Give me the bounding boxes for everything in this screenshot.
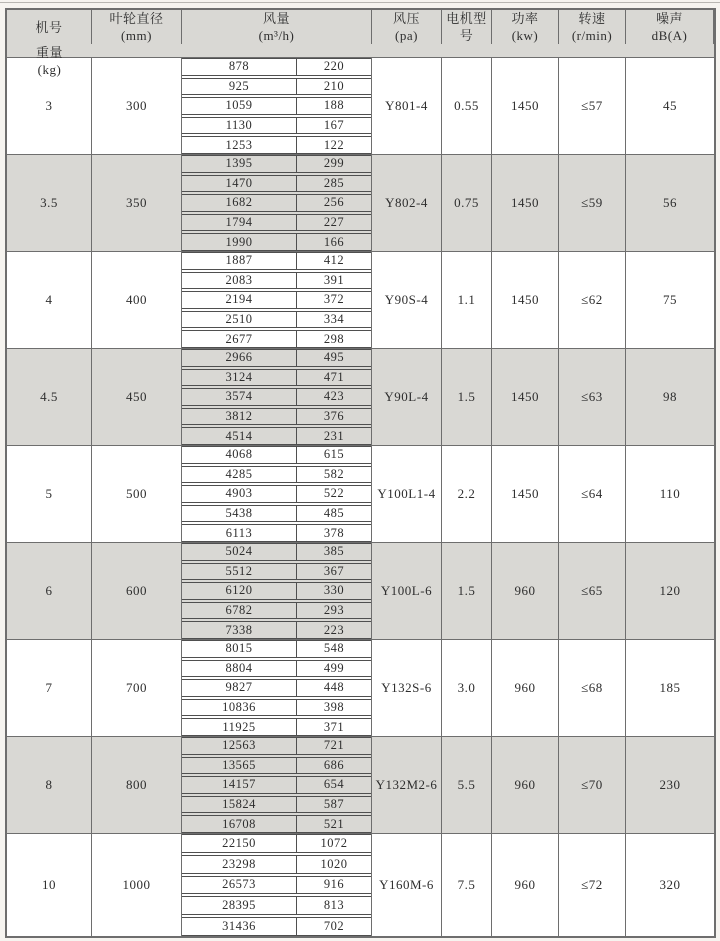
speed-cell: 960 — [492, 640, 559, 736]
airflow-pressure-area — [182, 834, 372, 936]
spec-group-row — [7, 58, 714, 155]
spec-group-row — [7, 155, 714, 252]
airflow-cell: 3124 — [182, 370, 297, 386]
pressure-cell: 654 — [323, 777, 345, 792]
airflow-pressure-row — [182, 776, 371, 794]
motor-model-cell: Y801-4 — [372, 58, 442, 154]
airflow-cell: 6113 — [182, 525, 297, 541]
pressure-cell: 495 — [323, 350, 345, 365]
pressure-cell: 330 — [323, 583, 345, 598]
column-header-label: 电机型号 — [446, 11, 487, 43]
pressure-cell: 231 — [323, 428, 345, 443]
airflow-cell: 2677 — [182, 331, 297, 347]
pressure-cell: 334 — [323, 312, 345, 327]
noise-cell: ≤57 — [559, 58, 626, 154]
pressure-cell: 412 — [323, 253, 345, 268]
column-header-power — [492, 10, 559, 44]
fan-no-cell: 4.5 — [7, 349, 92, 445]
fan-no-cell: 5 — [7, 446, 92, 542]
airflow-pressure-row — [182, 408, 371, 426]
airflow-pressure-row — [182, 194, 371, 212]
column-header-noise — [626, 10, 714, 44]
airflow-cell: 1059 — [182, 98, 297, 114]
airflow-pressure-row — [182, 917, 371, 936]
fan-no-cell: 3.5 — [7, 155, 92, 251]
pressure-cell: 423 — [323, 389, 345, 404]
pressure-cell: 582 — [323, 466, 345, 481]
airflow-cell: 22150 — [182, 835, 297, 852]
diameter-cell: 450 — [92, 349, 182, 445]
airflow-pressure-row — [182, 834, 371, 853]
airflow-pressure-row — [182, 543, 371, 561]
pressure-cell: 398 — [323, 700, 345, 715]
motor-model-cell: Y90L-4 — [372, 349, 442, 445]
motor-model-cell: Y802-4 — [372, 155, 442, 251]
airflow-pressure-row — [182, 97, 371, 115]
airflow-pressure-row — [182, 136, 371, 154]
pressure-cell: 256 — [323, 195, 345, 210]
airflow-cell: 1470 — [182, 176, 297, 192]
column-header-diameter — [92, 10, 182, 44]
airflow-pressure-row — [182, 446, 371, 464]
pressure-cell: 385 — [323, 544, 345, 559]
pressure-cell: 548 — [323, 641, 345, 656]
diameter-cell: 700 — [92, 640, 182, 736]
top-rule — [0, 2, 720, 3]
fan-no-cell: 4 — [7, 252, 92, 348]
column-header-label: 重量 — [35, 45, 63, 60]
fan-no-cell: 10 — [7, 834, 92, 936]
motor-model-cell: Y90S-4 — [372, 252, 442, 348]
airflow-pressure-row — [182, 369, 371, 387]
pressure-cell: 485 — [323, 506, 345, 521]
pressure-cell: 166 — [323, 234, 345, 249]
diameter-cell: 400 — [92, 252, 182, 348]
airflow-cell: 28395 — [182, 897, 297, 914]
column-header-unit: (r/min) — [571, 28, 613, 43]
column-header-speed — [559, 10, 626, 44]
airflow-cell: 2083 — [182, 273, 297, 289]
speed-cell: 1450 — [492, 58, 559, 154]
airflow-pressure-row — [182, 796, 371, 814]
airflow-cell: 4068 — [182, 447, 297, 463]
airflow-pressure-row — [182, 233, 371, 251]
weight-cell: 110 — [659, 486, 681, 501]
airflow-pressure-area — [182, 58, 372, 154]
pressure-cell: 167 — [323, 118, 345, 133]
airflow-cell: 4903 — [182, 486, 297, 502]
airflow-cell: 3812 — [182, 409, 297, 425]
noise-cell: ≤65 — [559, 543, 626, 639]
airflow-pressure-row — [182, 718, 371, 736]
airflow-pressure-row — [182, 582, 371, 600]
spec-group-row — [7, 737, 714, 834]
fan-no-cell: 8 — [7, 737, 92, 833]
column-header-unit: (kw) — [511, 28, 539, 43]
pressure-cell: 188 — [323, 98, 345, 113]
column-header-label: 风压 — [392, 11, 420, 26]
power-cell: 2.2 — [442, 446, 492, 542]
column-header-airflow — [182, 10, 372, 44]
power-cell: 5.5 — [442, 737, 492, 833]
airflow-cell: 14157 — [182, 777, 297, 793]
pressure-cell: 1020 — [320, 856, 348, 871]
airflow-pressure-row — [182, 252, 371, 270]
weight-cell: 320 — [659, 877, 681, 892]
airflow-cell: 1682 — [182, 195, 297, 211]
airflow-cell: 23298 — [182, 856, 297, 873]
weight-cell: 56 — [663, 195, 677, 210]
airflow-pressure-row — [182, 214, 371, 232]
speed-cell: 1450 — [492, 446, 559, 542]
airflow-cell: 1253 — [182, 137, 297, 153]
airflow-pressure-area — [182, 737, 372, 833]
airflow-cell: 26573 — [182, 877, 297, 894]
pressure-cell: 122 — [323, 137, 345, 152]
column-header-fan_no — [7, 10, 92, 44]
power-cell: 3.0 — [442, 640, 492, 736]
column-header-label: 转速 — [578, 11, 606, 26]
airflow-cell: 1990 — [182, 234, 297, 250]
airflow-pressure-row — [182, 621, 371, 639]
noise-cell: ≤70 — [559, 737, 626, 833]
airflow-cell: 31436 — [182, 918, 297, 935]
column-header-unit: (pa) — [395, 28, 418, 43]
airflow-cell: 15824 — [182, 797, 297, 813]
airflow-pressure-row — [182, 427, 371, 445]
airflow-cell: 12563 — [182, 738, 297, 754]
spec-group-row — [7, 446, 714, 543]
airflow-pressure-row — [182, 505, 371, 523]
airflow-pressure-row — [182, 855, 371, 874]
airflow-pressure-row — [182, 737, 371, 755]
airflow-pressure-row — [182, 58, 371, 76]
airflow-cell: 925 — [182, 79, 297, 95]
spec-group-row — [7, 349, 714, 446]
spec-group-row — [7, 252, 714, 349]
pressure-cell: 378 — [323, 525, 345, 540]
motor-model-cell: Y132M2-6 — [372, 737, 442, 833]
airflow-pressure-row — [182, 660, 371, 678]
weight-cell: 120 — [659, 583, 681, 598]
airflow-pressure-row — [182, 388, 371, 406]
fan-no-cell: 7 — [7, 640, 92, 736]
pressure-cell: 702 — [323, 919, 345, 934]
diameter-cell: 600 — [92, 543, 182, 639]
pressure-cell: 371 — [323, 719, 345, 734]
pressure-cell: 376 — [323, 409, 345, 424]
airflow-pressure-area — [182, 155, 372, 251]
airflow-cell: 1887 — [182, 253, 297, 269]
speed-cell: 1450 — [492, 349, 559, 445]
airflow-pressure-row — [182, 563, 371, 581]
airflow-pressure-row — [182, 640, 371, 658]
airflow-cell: 3574 — [182, 389, 297, 405]
airflow-cell: 878 — [182, 59, 297, 75]
pressure-cell: 298 — [323, 331, 345, 346]
pressure-cell: 372 — [323, 292, 345, 307]
airflow-cell: 2510 — [182, 312, 297, 328]
noise-cell: ≤68 — [559, 640, 626, 736]
motor-model-cell: Y100L1-4 — [372, 446, 442, 542]
airflow-pressure-row — [182, 155, 371, 173]
pressure-cell: 285 — [323, 175, 345, 190]
pressure-cell: 499 — [323, 660, 345, 675]
pressure-cell: 521 — [323, 816, 345, 831]
noise-cell: ≤72 — [559, 834, 626, 936]
airflow-cell: 2194 — [182, 292, 297, 308]
column-header-unit: (mm) — [121, 28, 152, 43]
diameter-cell: 300 — [92, 58, 182, 154]
airflow-pressure-area — [182, 446, 372, 542]
noise-cell: ≤63 — [559, 349, 626, 445]
speed-cell: 960 — [492, 834, 559, 936]
noise-cell: ≤59 — [559, 155, 626, 251]
pressure-cell: 367 — [323, 563, 345, 578]
column-header-label: 功率 — [511, 11, 539, 26]
airflow-cell: 8015 — [182, 641, 297, 657]
airflow-cell: 5024 — [182, 544, 297, 560]
airflow-pressure-row — [182, 349, 371, 367]
airflow-pressure-row — [182, 815, 371, 833]
airflow-cell: 6782 — [182, 603, 297, 619]
airflow-pressure-area — [182, 543, 372, 639]
speed-cell: 1450 — [492, 252, 559, 348]
airflow-pressure-row — [182, 602, 371, 620]
pressure-cell: 299 — [323, 156, 345, 171]
power-cell: 1.5 — [442, 349, 492, 445]
airflow-pressure-row — [182, 699, 371, 717]
column-header-unit: (m³/h) — [258, 28, 295, 43]
pressure-cell: 813 — [323, 898, 345, 913]
pressure-cell: 471 — [323, 369, 345, 384]
diameter-cell: 350 — [92, 155, 182, 251]
airflow-cell: 7338 — [182, 622, 297, 638]
airflow-pressure-area — [182, 252, 372, 348]
pressure-cell: 391 — [323, 272, 345, 287]
speed-cell: 960 — [492, 543, 559, 639]
weight-cell: 98 — [663, 389, 677, 404]
pressure-cell: 223 — [323, 622, 345, 637]
pressure-cell: 615 — [323, 447, 345, 462]
airflow-pressure-row — [182, 485, 371, 503]
airflow-pressure-row — [182, 896, 371, 915]
airflow-pressure-row — [182, 175, 371, 193]
spec-group-row — [7, 543, 714, 640]
motor-model-cell: Y132S-6 — [372, 640, 442, 736]
pressure-cell: 293 — [323, 603, 345, 618]
diameter-cell: 1000 — [92, 834, 182, 936]
pressure-cell: 522 — [323, 486, 345, 501]
power-cell: 7.5 — [442, 834, 492, 936]
fan-spec-table — [5, 8, 716, 938]
weight-cell: 45 — [663, 98, 677, 113]
airflow-pressure-row — [182, 272, 371, 290]
airflow-cell: 4514 — [182, 428, 297, 444]
pressure-cell: 210 — [323, 78, 345, 93]
column-header-unit: (kg) — [37, 62, 62, 77]
airflow-pressure-row — [182, 757, 371, 775]
column-header-label: 噪声 — [655, 11, 683, 26]
speed-cell: 1450 — [492, 155, 559, 251]
power-cell: 1.1 — [442, 252, 492, 348]
noise-cell: ≤62 — [559, 252, 626, 348]
airflow-pressure-row — [182, 117, 371, 135]
pressure-cell: 220 — [323, 59, 345, 74]
motor-model-cell: Y100L-6 — [372, 543, 442, 639]
airflow-cell: 5512 — [182, 564, 297, 580]
diameter-cell: 500 — [92, 446, 182, 542]
airflow-pressure-row — [182, 524, 371, 542]
airflow-cell: 16708 — [182, 816, 297, 832]
airflow-pressure-area — [182, 349, 372, 445]
airflow-cell: 8804 — [182, 661, 297, 677]
power-cell: 0.55 — [442, 58, 492, 154]
pressure-cell: 1072 — [320, 835, 348, 850]
pressure-cell: 227 — [323, 215, 345, 230]
pressure-cell: 587 — [323, 797, 345, 812]
fan-no-cell: 3 — [7, 58, 92, 154]
airflow-pressure-row — [182, 876, 371, 895]
airflow-cell: 1395 — [182, 156, 297, 172]
power-cell: 0.75 — [442, 155, 492, 251]
airflow-cell: 9827 — [182, 680, 297, 696]
diameter-cell: 800 — [92, 737, 182, 833]
noise-cell: ≤64 — [559, 446, 626, 542]
airflow-cell: 4285 — [182, 467, 297, 483]
column-header-label: 风量 — [262, 11, 290, 26]
airflow-pressure-area — [182, 640, 372, 736]
airflow-pressure-row — [182, 679, 371, 697]
motor-model-cell: Y160M-6 — [372, 834, 442, 936]
airflow-pressure-row — [182, 78, 371, 96]
weight-cell: 230 — [659, 777, 681, 792]
power-cell: 1.5 — [442, 543, 492, 639]
pressure-cell: 916 — [323, 877, 345, 892]
weight-cell: 75 — [663, 292, 677, 307]
airflow-cell: 2966 — [182, 350, 297, 366]
pressure-cell: 686 — [323, 757, 345, 772]
airflow-pressure-row — [182, 291, 371, 309]
column-header-unit: dB(A) — [651, 28, 688, 43]
speed-cell: 960 — [492, 737, 559, 833]
spec-group-row — [7, 640, 714, 737]
airflow-cell: 5438 — [182, 506, 297, 522]
airflow-pressure-row — [182, 330, 371, 348]
column-header-pressure — [372, 10, 442, 44]
column-header-label: 机号 — [35, 19, 63, 35]
airflow-cell: 1130 — [182, 118, 297, 134]
airflow-cell: 10836 — [182, 700, 297, 716]
fan-no-cell: 6 — [7, 543, 92, 639]
airflow-pressure-row — [182, 311, 371, 329]
table-body — [7, 58, 714, 936]
column-header-label: 叶轮直径 — [109, 11, 164, 26]
airflow-pressure-row — [182, 466, 371, 484]
airflow-cell: 6120 — [182, 583, 297, 599]
pressure-cell: 721 — [323, 738, 345, 753]
airflow-cell: 13565 — [182, 758, 297, 774]
airflow-cell: 11925 — [182, 719, 297, 735]
pressure-cell: 448 — [323, 680, 345, 695]
airflow-cell: 1794 — [182, 215, 297, 231]
spec-group-row — [7, 834, 714, 936]
weight-cell: 185 — [659, 680, 681, 695]
column-header-motor — [442, 10, 492, 44]
